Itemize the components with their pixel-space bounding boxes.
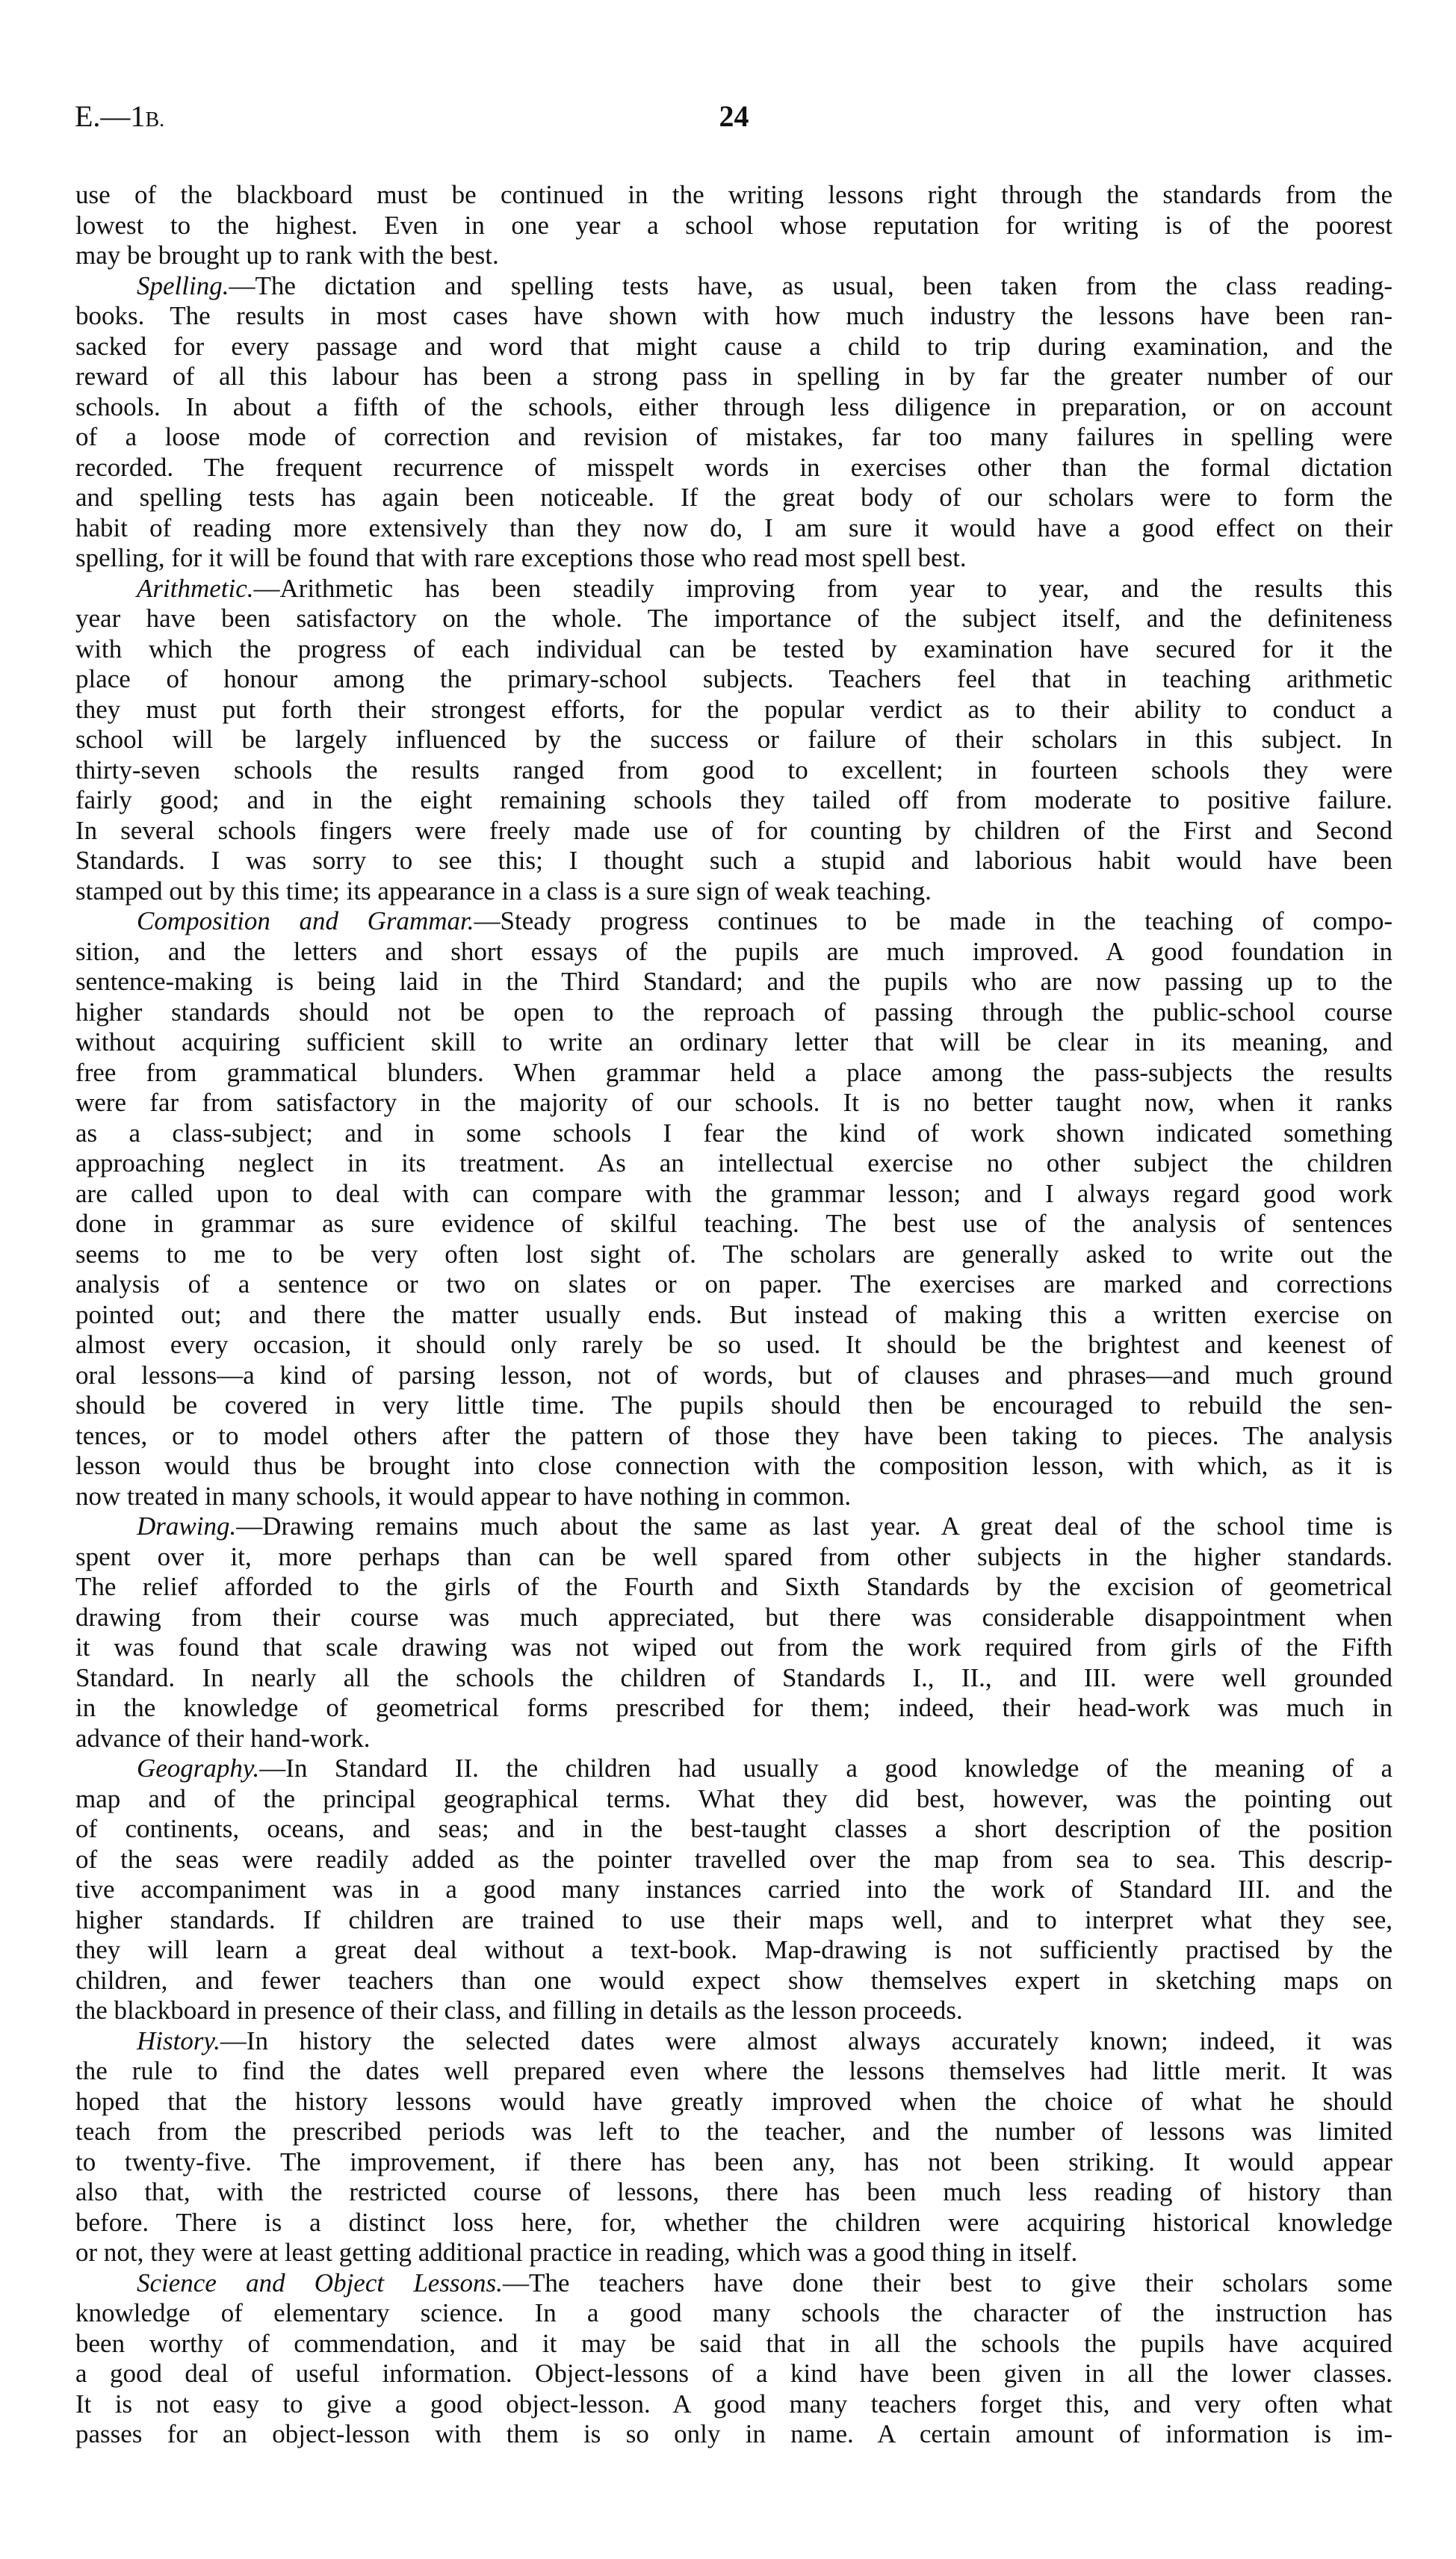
line-text: analysis of a sentence or two on slates or on paper. The exercises are marked and corrections bbox=[75, 1269, 1393, 1299]
text-line bbox=[75, 1240, 1393, 1270]
line-text: almost every occasion, it should only rarely be so used. It should be the brightest and keenest of bbox=[75, 1330, 1393, 1359]
line-text: were far from satisfactory in the majority of our schools. It is no better taught now, when it ranks bbox=[75, 1088, 1393, 1117]
text-line bbox=[75, 2419, 1393, 2450]
text-line bbox=[75, 1209, 1393, 1240]
section-heading: Arithmetic. bbox=[137, 573, 254, 603]
text-line bbox=[75, 1300, 1393, 1331]
line-text: without acquiring sufficient skill to write an ordinary letter that will be clear in its meaning, and bbox=[75, 1027, 1393, 1056]
line-text: Standard. In nearly all the schools the children of Standards I., II., and III. were well grounded bbox=[75, 1662, 1393, 1692]
section-heading: Composition and Grammar. bbox=[137, 906, 474, 935]
text-line bbox=[75, 664, 1393, 695]
line-text: thirty-seven schools the results ranged from good to excellent; in fourteen schools they were bbox=[75, 755, 1393, 785]
line-text: free from grammatical blunders. When grammar held a place among the pass-subjects the results bbox=[75, 1057, 1393, 1087]
text-line bbox=[75, 332, 1393, 362]
text-line bbox=[75, 2238, 1393, 2268]
line-text: map and of the principal geographical terms. What they did best, however, was the pointing out bbox=[75, 1783, 1393, 1813]
line-text: to twenty-five. The improvement, if there has been any, has not been striking. It would appear bbox=[75, 2147, 1393, 2176]
line-text: a good deal of useful information. Object-lessons of a kind have been given in all the lower classes. bbox=[75, 2359, 1393, 2388]
line-text: before. There is a distinct loss here, for, whether the children were acquiring historical knowledge bbox=[75, 2207, 1393, 2237]
text-line bbox=[75, 1451, 1393, 1482]
text-line bbox=[75, 1482, 1393, 1512]
text-line bbox=[75, 2147, 1393, 2178]
text-line bbox=[75, 876, 1393, 907]
line-text: done in grammar as sure evidence of skilful teaching. The best use of the analysis of sentences bbox=[75, 1209, 1393, 1238]
text-line bbox=[75, 937, 1393, 968]
text-line bbox=[75, 1542, 1393, 1573]
text-line bbox=[75, 997, 1393, 1028]
text-line bbox=[75, 392, 1393, 423]
line-text: In several schools fingers were freely made use of for counting by children of the First and Second bbox=[75, 815, 1393, 845]
text-line bbox=[75, 1935, 1393, 1966]
text-line bbox=[75, 211, 1393, 241]
line-text: tive accompaniment was in a good many instances carried into the work of Standard III. and the bbox=[75, 1875, 1393, 1904]
text-line bbox=[75, 604, 1393, 634]
line-text: should be covered in very little time. The pupils should then be encouraged to rebuild the sen- bbox=[75, 1390, 1393, 1420]
text-line bbox=[75, 1875, 1393, 1905]
line-text: of continents, oceans, and seas; and in the best-taught classes a short description of the position bbox=[75, 1814, 1393, 1843]
text-line bbox=[75, 2056, 1393, 2087]
line-text: they must put forth their strongest efforts, for the popular verdict as to their ability to conduct a bbox=[75, 694, 1393, 724]
text-line bbox=[75, 453, 1393, 483]
paragraph-science-and-object-lessons bbox=[75, 2268, 1393, 2450]
line-text: —Drawing remains much about the same as last year. A great deal of the school time is bbox=[236, 1511, 1393, 1541]
line-text: recorded. The frequent recurrence of misspelt words in exercises other than the formal dictation bbox=[75, 452, 1393, 482]
text-line bbox=[75, 755, 1393, 786]
line-text: It is not easy to give a good object-lesson. A good many teachers forget this, and very often what bbox=[75, 2389, 1393, 2419]
line-text: drawing from their course was much appreciated, but there was considerable disappointment when bbox=[75, 1602, 1393, 1632]
line-text: knowledge of elementary science. In a good many schools the character of the instruction has bbox=[75, 2298, 1393, 2327]
text-line bbox=[75, 1603, 1393, 1633]
text-line bbox=[75, 271, 1393, 302]
text-line bbox=[75, 1148, 1393, 1179]
line-text: year have been satisfactory on the whole. The importance of the subject itself, and the definiteness bbox=[75, 604, 1393, 633]
text-line bbox=[75, 1572, 1393, 1603]
paragraph-history bbox=[75, 2026, 1393, 2268]
line-text: schools. In about a fifth of the schools, either through less diligence in preparation, or on account bbox=[75, 392, 1393, 421]
line-text: sition, and the letters and short essays of the pupils are much improved. A good foundation in bbox=[75, 936, 1393, 966]
text-line bbox=[75, 1390, 1393, 1421]
line-text: it was found that scale drawing was not wiped out from the work required from girls of the Fifth bbox=[75, 1633, 1393, 1662]
line-text: fairly good; and in the eight remaining schools they tailed off from moderate to positive failure. bbox=[75, 785, 1393, 814]
text-line bbox=[75, 816, 1393, 847]
text-line bbox=[75, 1118, 1393, 1149]
line-text: pointed out; and there the matter usually ends. But instead of making this a written exercise on bbox=[75, 1299, 1393, 1329]
paragraph-arithmetic bbox=[75, 574, 1393, 907]
line-text: Standards. I was sorry to see this; I thought such a stupid and laborious habit would have been bbox=[75, 846, 1393, 875]
text-line bbox=[75, 1511, 1393, 1542]
text-line bbox=[75, 1633, 1393, 1663]
line-text: are called upon to deal with can compare with the grammar lesson; and I always regard good work bbox=[75, 1178, 1393, 1208]
section-heading: Drawing. bbox=[137, 1511, 237, 1541]
section-heading: History. bbox=[137, 2026, 220, 2055]
text-line bbox=[75, 1905, 1393, 1936]
text-line bbox=[75, 1421, 1393, 1452]
text-line bbox=[75, 785, 1393, 816]
line-text: sentence-making is being laid in the Third Standard; and the pupils who are now passing up to the bbox=[75, 967, 1393, 996]
line-text: stamped out by this time; its appearance in a class is a sure sign of weak teaching. bbox=[75, 876, 932, 906]
text-line bbox=[75, 1724, 1393, 1754]
line-text: tences, or to model others after the pattern of those they have been taking to pieces. The analysis bbox=[75, 1420, 1393, 1450]
line-text: teach from the prescribed periods was left to the teacher, and the number of lessons was limited bbox=[75, 2117, 1393, 2146]
line-text: books. The results in most cases have shown with how much industry the lessons have been ran- bbox=[75, 301, 1393, 330]
line-text: also that, with the restricted course of lessons, there has been much less reading of history than bbox=[75, 2177, 1393, 2206]
line-text: and spelling tests has again been noticeable. If the great body of our scholars were to form the bbox=[75, 483, 1393, 512]
text-line bbox=[75, 2298, 1393, 2329]
text-line bbox=[75, 1269, 1393, 1300]
line-text: or not, they were at least getting additional practice in reading, which was a good thing in itself. bbox=[75, 2238, 1078, 2267]
text-line bbox=[75, 1330, 1393, 1361]
line-text: they will learn a great deal without a text-book. Map-drawing is not sufficiently practised by the bbox=[75, 1935, 1393, 1964]
line-text: with which the progress of each individual can be tested by examination have secured for it the bbox=[75, 634, 1393, 663]
text-line bbox=[75, 2026, 1393, 2057]
paragraph-drawing bbox=[75, 1511, 1393, 1754]
text-line bbox=[75, 1693, 1393, 1724]
line-text: of a loose mode of correction and revision of mistakes, far too many failures in spelling were bbox=[75, 422, 1393, 451]
line-text: of the seas were readily added as the pointer travelled over the map from sea to sea. This descrip- bbox=[75, 1844, 1393, 1874]
text-line bbox=[75, 2208, 1393, 2238]
line-text: —The dictation and spelling tests have, as usual, been taken from the class reading- bbox=[229, 270, 1393, 300]
line-text: may be brought up to rank with the best. bbox=[75, 241, 499, 270]
page-number: 24 bbox=[719, 99, 749, 133]
text-line bbox=[75, 513, 1393, 544]
document-body bbox=[75, 180, 1393, 2450]
text-line bbox=[75, 2087, 1393, 2117]
text-line bbox=[75, 2268, 1393, 2299]
line-text: spelling, for it will be found that with rare exceptions those who read most spell best. bbox=[75, 543, 967, 572]
line-text: —Arithmetic has been steadily improving from year to year, and the results this bbox=[253, 573, 1393, 603]
line-text: hoped that the history lessons would have greatly improved when the choice of what he should bbox=[75, 2086, 1393, 2116]
text-line bbox=[75, 574, 1393, 604]
text-line bbox=[75, 543, 1393, 574]
text-line bbox=[75, 1966, 1393, 1996]
line-text: children, and fewer teachers than one would expect show themselves expert in sketching maps on bbox=[75, 1965, 1393, 1995]
text-line bbox=[75, 1663, 1393, 1694]
reference-suffix: B. bbox=[145, 108, 165, 131]
paragraph-spelling bbox=[75, 271, 1393, 574]
text-line bbox=[75, 725, 1393, 755]
line-text: in the knowledge of geometrical forms prescribed for them; indeed, their head-work was much in bbox=[75, 1693, 1393, 1722]
line-text: higher standards should not be open to the reproach of passing through the public-school course bbox=[75, 997, 1393, 1027]
line-text: school will be largely influenced by the success or failure of their scholars in this subject. In bbox=[75, 725, 1393, 754]
line-text: higher standards. If children are trained to use their maps well, and to interpret what they see, bbox=[75, 1904, 1393, 1934]
reference-main: E.—1 bbox=[75, 99, 146, 133]
section-heading: Science and Object Lessons. bbox=[137, 2268, 503, 2297]
line-text: the blackboard in presence of their class, and filling in details as the lesson proceeds. bbox=[75, 1996, 963, 2025]
text-line bbox=[75, 180, 1393, 211]
text-line bbox=[75, 906, 1393, 937]
text-line bbox=[75, 422, 1393, 453]
text-line bbox=[75, 2359, 1393, 2389]
line-text: advance of their hand-work. bbox=[75, 1723, 371, 1753]
line-text: sacked for every passage and word that might cause a child to trip during examination, and the bbox=[75, 331, 1393, 361]
line-text: approaching neglect in its treatment. As an intellectual exercise no other subject the children bbox=[75, 1148, 1393, 1178]
line-text: as a class-subject; and in some schools I fear the kind of work shown indicated something bbox=[75, 1118, 1393, 1148]
paragraph-composition-and-grammar bbox=[75, 906, 1393, 1511]
paragraph-continuation bbox=[75, 180, 1393, 271]
line-text: The relief afforded to the girls of the Fourth and Sixth Standards by the excision of geometrical bbox=[75, 1572, 1393, 1601]
text-line bbox=[75, 1027, 1393, 1058]
line-text: use of the blackboard must be continued in the writing lessons right through the standards from the bbox=[75, 180, 1393, 209]
text-line bbox=[75, 1058, 1393, 1089]
text-line bbox=[75, 2177, 1393, 2208]
text-line bbox=[75, 1996, 1393, 2026]
line-text: habit of reading more extensively than they now do, I am sure it would have a good effect on their bbox=[75, 513, 1393, 542]
text-line bbox=[75, 846, 1393, 876]
text-line bbox=[75, 241, 1393, 271]
text-line bbox=[75, 1754, 1393, 1784]
line-text: seems to me to be very often lost sight of. The scholars are generally asked to write out the bbox=[75, 1239, 1393, 1269]
text-line bbox=[75, 301, 1393, 332]
line-text: —Steady progress continues to be made in the teaching of compo- bbox=[474, 906, 1393, 935]
page-header bbox=[75, 99, 1393, 136]
text-line bbox=[75, 483, 1393, 513]
line-text: now treated in many schools, it would appear to have nothing in common. bbox=[75, 1481, 852, 1511]
line-text: spent over it, more perhaps than can be well spared from other subjects in the higher standards. bbox=[75, 1541, 1393, 1571]
line-text: —The teachers have done their best to give their scholars some bbox=[502, 2268, 1393, 2297]
text-line bbox=[75, 362, 1393, 392]
line-text: the rule to find the dates well prepared even where the lessons themselves had little merit. It was bbox=[75, 2056, 1393, 2085]
section-heading: Geography. bbox=[137, 1754, 260, 1783]
text-line bbox=[75, 2117, 1393, 2147]
text-line bbox=[75, 1179, 1393, 1210]
text-line bbox=[75, 695, 1393, 725]
text-line bbox=[75, 1845, 1393, 1875]
text-line bbox=[75, 1088, 1393, 1118]
text-line bbox=[75, 634, 1393, 665]
line-text: lowest to the highest. Even in one year a school whose reputation for writing is of the poorest bbox=[75, 210, 1393, 240]
line-text: —In history the selected dates were almost always accurately known; indeed, it was bbox=[220, 2026, 1393, 2055]
line-text: been worthy of commendation, and it may be said that in all the schools the pupils have acquired bbox=[75, 2328, 1393, 2358]
line-text: oral lessons—a kind of parsing lesson, not of words, but of clauses and phrases—and much ground bbox=[75, 1360, 1393, 1390]
text-line bbox=[75, 1784, 1393, 1815]
text-line bbox=[75, 2329, 1393, 2360]
text-line bbox=[75, 2389, 1393, 2420]
line-text: lesson would thus be brought into close connection with the composition lesson, with which, as it is bbox=[75, 1451, 1393, 1480]
text-line bbox=[75, 1814, 1393, 1845]
line-text: reward of all this labour has been a strong pass in spelling in by far the greater number of our bbox=[75, 362, 1393, 391]
line-text: passes for an object-lesson with them is so only in name. A certain amount of information is im- bbox=[75, 2419, 1393, 2448]
line-text: —In Standard II. the children had usually a good knowledge of the meaning of a bbox=[259, 1754, 1393, 1783]
section-heading: Spelling. bbox=[137, 270, 229, 300]
line-text: place of honour among the primary-school subjects. Teachers feel that in teaching arithmetic bbox=[75, 664, 1393, 693]
paragraph-geography bbox=[75, 1754, 1393, 2026]
text-line bbox=[75, 967, 1393, 997]
text-line bbox=[75, 1361, 1393, 1391]
